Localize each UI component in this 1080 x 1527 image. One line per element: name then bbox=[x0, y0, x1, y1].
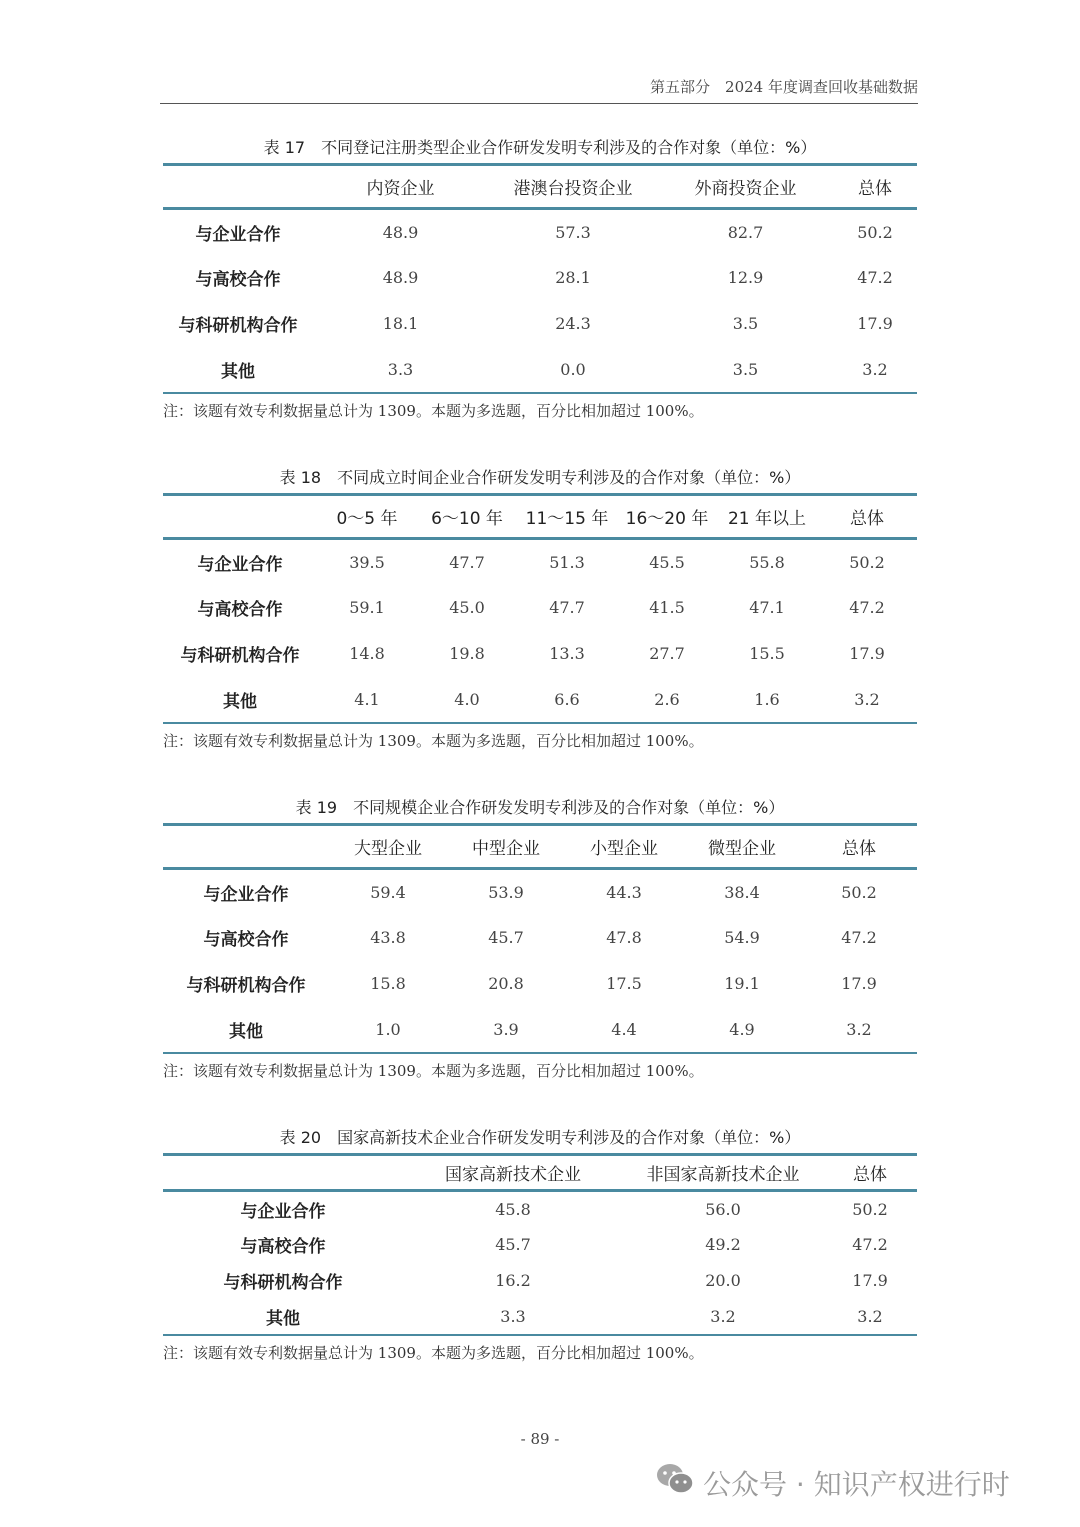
table-caption bbox=[163, 793, 917, 823]
cell: 17.9 bbox=[849, 644, 885, 663]
table-17 bbox=[163, 163, 917, 394]
cell: 3.5 bbox=[732, 314, 759, 333]
cell: 4.1 bbox=[354, 689, 380, 709]
row-label: 与科研机构合作 bbox=[223, 1273, 343, 1293]
cell: 38.4 bbox=[724, 882, 760, 902]
cell: 17.9 bbox=[841, 974, 877, 993]
table-title: 国家高新技术企业合作研发发明专利涉及的合作对象（单位：%） bbox=[337, 1128, 801, 1147]
row-label: 其他 bbox=[229, 1021, 263, 1042]
cell: 0.0 bbox=[560, 359, 586, 379]
cell: 53.9 bbox=[488, 882, 524, 902]
table-row bbox=[163, 539, 917, 585]
cell: 17.9 bbox=[852, 1271, 888, 1290]
cell: 41.5 bbox=[649, 598, 685, 617]
cell: 47.2 bbox=[849, 598, 885, 617]
cell: 16.2 bbox=[495, 1271, 531, 1290]
table-note: 注：该题有效专利数据量总计为 1309。本题为多选题，百分比相加超过 100%。 bbox=[163, 731, 704, 750]
cell: 4.9 bbox=[729, 1019, 755, 1039]
column-header: 微型企业 bbox=[708, 839, 776, 859]
table-row bbox=[163, 1227, 917, 1263]
column-header: 中型企业 bbox=[472, 839, 540, 859]
cell: 3.2 bbox=[862, 359, 888, 379]
page-number: - 89 - bbox=[520, 1430, 560, 1448]
column-header: 港澳台投资企业 bbox=[513, 179, 633, 199]
cell: 28.1 bbox=[555, 268, 591, 287]
table-row bbox=[163, 915, 917, 961]
row-label: 其他 bbox=[266, 1308, 300, 1329]
column-header bbox=[163, 1155, 403, 1191]
cell: 3.2 bbox=[846, 1019, 872, 1039]
column-header bbox=[163, 165, 313, 209]
row-label: 与企业合作 bbox=[240, 1201, 326, 1222]
cell: 47.2 bbox=[857, 268, 893, 287]
cell: 3.3 bbox=[387, 359, 414, 379]
row-label: 其他 bbox=[223, 691, 257, 712]
cell: 47.2 bbox=[852, 1235, 888, 1254]
cell: 12.9 bbox=[727, 268, 764, 287]
column-header: 总体 bbox=[858, 179, 892, 199]
cell: 47.2 bbox=[841, 928, 877, 947]
column-header: 6～10 年 bbox=[431, 509, 503, 529]
cell: 51.3 bbox=[549, 552, 585, 572]
cell: 20.0 bbox=[705, 1271, 741, 1290]
table-20-block bbox=[163, 1123, 917, 1363]
cell: 15.5 bbox=[749, 644, 785, 663]
row-label: 与高校合作 bbox=[197, 600, 283, 620]
cell: 50.2 bbox=[857, 222, 893, 242]
cell: 3.3 bbox=[500, 1306, 526, 1326]
cell: 27.7 bbox=[649, 644, 685, 663]
table-row bbox=[163, 1263, 917, 1299]
cell: 45.7 bbox=[495, 1235, 531, 1254]
row-label: 与科研机构合作 bbox=[178, 316, 298, 336]
cell: 48.9 bbox=[382, 268, 419, 287]
column-header: 非国家高新技术企业 bbox=[646, 1165, 800, 1185]
table-20 bbox=[163, 1153, 917, 1336]
cell: 59.4 bbox=[370, 882, 406, 902]
cell: 19.1 bbox=[724, 974, 760, 993]
cell: 45.0 bbox=[449, 598, 485, 617]
table-18 bbox=[163, 493, 917, 724]
table-19 bbox=[163, 823, 917, 1054]
table-title: 不同规模企业合作研发发明专利涉及的合作对象（单位：%） bbox=[353, 798, 785, 817]
column-header: 国家高新技术企业 bbox=[445, 1165, 581, 1185]
table-row bbox=[163, 255, 917, 301]
cell: 3.9 bbox=[493, 1019, 519, 1039]
cell: 47.7 bbox=[549, 598, 585, 617]
table-row bbox=[163, 1007, 917, 1053]
cell: 1.6 bbox=[754, 689, 780, 709]
row-label: 与高校合作 bbox=[203, 930, 289, 950]
table-note: 注：该题有效专利数据量总计为 1309。本题为多选题，百分比相加超过 100%。 bbox=[163, 401, 704, 420]
cell: 50.2 bbox=[852, 1199, 888, 1219]
table-18-block bbox=[163, 463, 917, 751]
row-label: 与企业合作 bbox=[195, 224, 281, 245]
column-header: 外商投资企业 bbox=[694, 179, 797, 199]
table-19-block bbox=[163, 793, 917, 1081]
table-row bbox=[163, 301, 917, 347]
table-row bbox=[163, 677, 917, 723]
watermark bbox=[655, 1462, 1010, 1503]
cell: 4.0 bbox=[454, 689, 480, 709]
table-caption bbox=[163, 1123, 917, 1153]
table-note: 注：该题有效专利数据量总计为 1309。本题为多选题，百分比相加超过 100%。 bbox=[163, 1061, 704, 1080]
cell: 50.2 bbox=[849, 552, 885, 572]
watermark-text: 公众号 · 知识产权进行时 bbox=[703, 1467, 1010, 1501]
row-label: 与高校合作 bbox=[195, 270, 281, 290]
table-title: 不同登记注册类型企业合作研发发明专利涉及的合作对象（单位：%） bbox=[321, 138, 817, 157]
row-label: 与科研机构合作 bbox=[180, 646, 300, 666]
table-row bbox=[163, 1299, 917, 1335]
cell: 43.8 bbox=[370, 928, 406, 947]
table-row bbox=[163, 347, 917, 393]
column-header: 小型企业 bbox=[590, 839, 658, 859]
table-number: 表 17 bbox=[263, 138, 306, 157]
column-header: 21 年以上 bbox=[727, 509, 807, 529]
cell: 3.2 bbox=[857, 1306, 883, 1326]
cell: 20.8 bbox=[488, 974, 524, 993]
cell: 14.8 bbox=[349, 644, 385, 663]
wechat-icon bbox=[655, 1462, 695, 1503]
row-label: 与科研机构合作 bbox=[186, 976, 306, 996]
cell: 49.2 bbox=[705, 1235, 741, 1254]
cell: 24.3 bbox=[555, 314, 591, 333]
cell: 18.1 bbox=[382, 314, 419, 333]
table-number: 表 20 bbox=[279, 1128, 322, 1147]
cell: 45.5 bbox=[649, 552, 685, 572]
cell: 59.1 bbox=[349, 598, 385, 617]
table-row bbox=[163, 869, 917, 915]
table-title: 不同成立时间企业合作研发发明专利涉及的合作对象（单位：%） bbox=[337, 468, 801, 487]
table-caption bbox=[163, 133, 917, 163]
cell: 19.8 bbox=[449, 644, 485, 663]
cell: 50.2 bbox=[841, 882, 877, 902]
cell: 47.7 bbox=[449, 552, 485, 572]
column-header: 内资企业 bbox=[366, 179, 435, 199]
column-header bbox=[163, 825, 329, 869]
column-header: 16～20 年 bbox=[625, 509, 709, 529]
cell: 3.5 bbox=[732, 359, 759, 379]
cell: 44.3 bbox=[606, 882, 642, 902]
table-row bbox=[163, 631, 917, 677]
cell: 47.1 bbox=[749, 598, 785, 617]
cell: 17.9 bbox=[857, 314, 893, 333]
table-caption bbox=[163, 463, 917, 493]
row-label: 与企业合作 bbox=[203, 884, 289, 905]
column-header: 11～15 年 bbox=[525, 509, 609, 529]
cell: 48.9 bbox=[382, 222, 419, 242]
cell: 1.0 bbox=[375, 1019, 401, 1039]
cell: 13.3 bbox=[549, 644, 585, 663]
cell: 56.0 bbox=[705, 1199, 741, 1219]
cell: 6.6 bbox=[554, 689, 580, 709]
column-header bbox=[163, 495, 317, 539]
table-row bbox=[163, 585, 917, 631]
column-header: 0～5 年 bbox=[336, 509, 398, 529]
cell: 4.4 bbox=[611, 1019, 637, 1039]
cell: 82.7 bbox=[727, 222, 764, 242]
cell: 3.2 bbox=[854, 689, 880, 709]
cell: 54.9 bbox=[724, 928, 760, 947]
cell: 3.2 bbox=[710, 1306, 736, 1326]
cell: 15.8 bbox=[370, 974, 406, 993]
column-header: 总体 bbox=[853, 1165, 887, 1185]
cell: 2.6 bbox=[654, 689, 680, 709]
table-row bbox=[163, 1191, 917, 1227]
table-17-block bbox=[163, 133, 917, 421]
table-row bbox=[163, 961, 917, 1007]
cell: 47.8 bbox=[606, 928, 642, 947]
running-header: 第五部分 2024 年度调查回收基础数据 bbox=[160, 76, 918, 104]
table-number: 表 19 bbox=[295, 798, 338, 817]
cell: 17.5 bbox=[606, 974, 642, 993]
row-label: 与企业合作 bbox=[197, 554, 283, 575]
table-note: 注：该题有效专利数据量总计为 1309。本题为多选题，百分比相加超过 100%。 bbox=[163, 1343, 704, 1362]
column-header: 总体 bbox=[850, 509, 884, 529]
table-number: 表 18 bbox=[279, 468, 322, 487]
cell: 55.8 bbox=[749, 552, 785, 572]
table-row bbox=[163, 209, 917, 255]
column-header: 大型企业 bbox=[354, 839, 422, 859]
row-label: 与高校合作 bbox=[240, 1237, 326, 1257]
cell: 39.5 bbox=[349, 552, 385, 572]
cell: 45.7 bbox=[488, 928, 524, 947]
cell: 45.8 bbox=[495, 1199, 531, 1219]
cell: 57.3 bbox=[555, 222, 591, 242]
column-header: 总体 bbox=[842, 839, 876, 859]
row-label: 其他 bbox=[221, 361, 255, 382]
